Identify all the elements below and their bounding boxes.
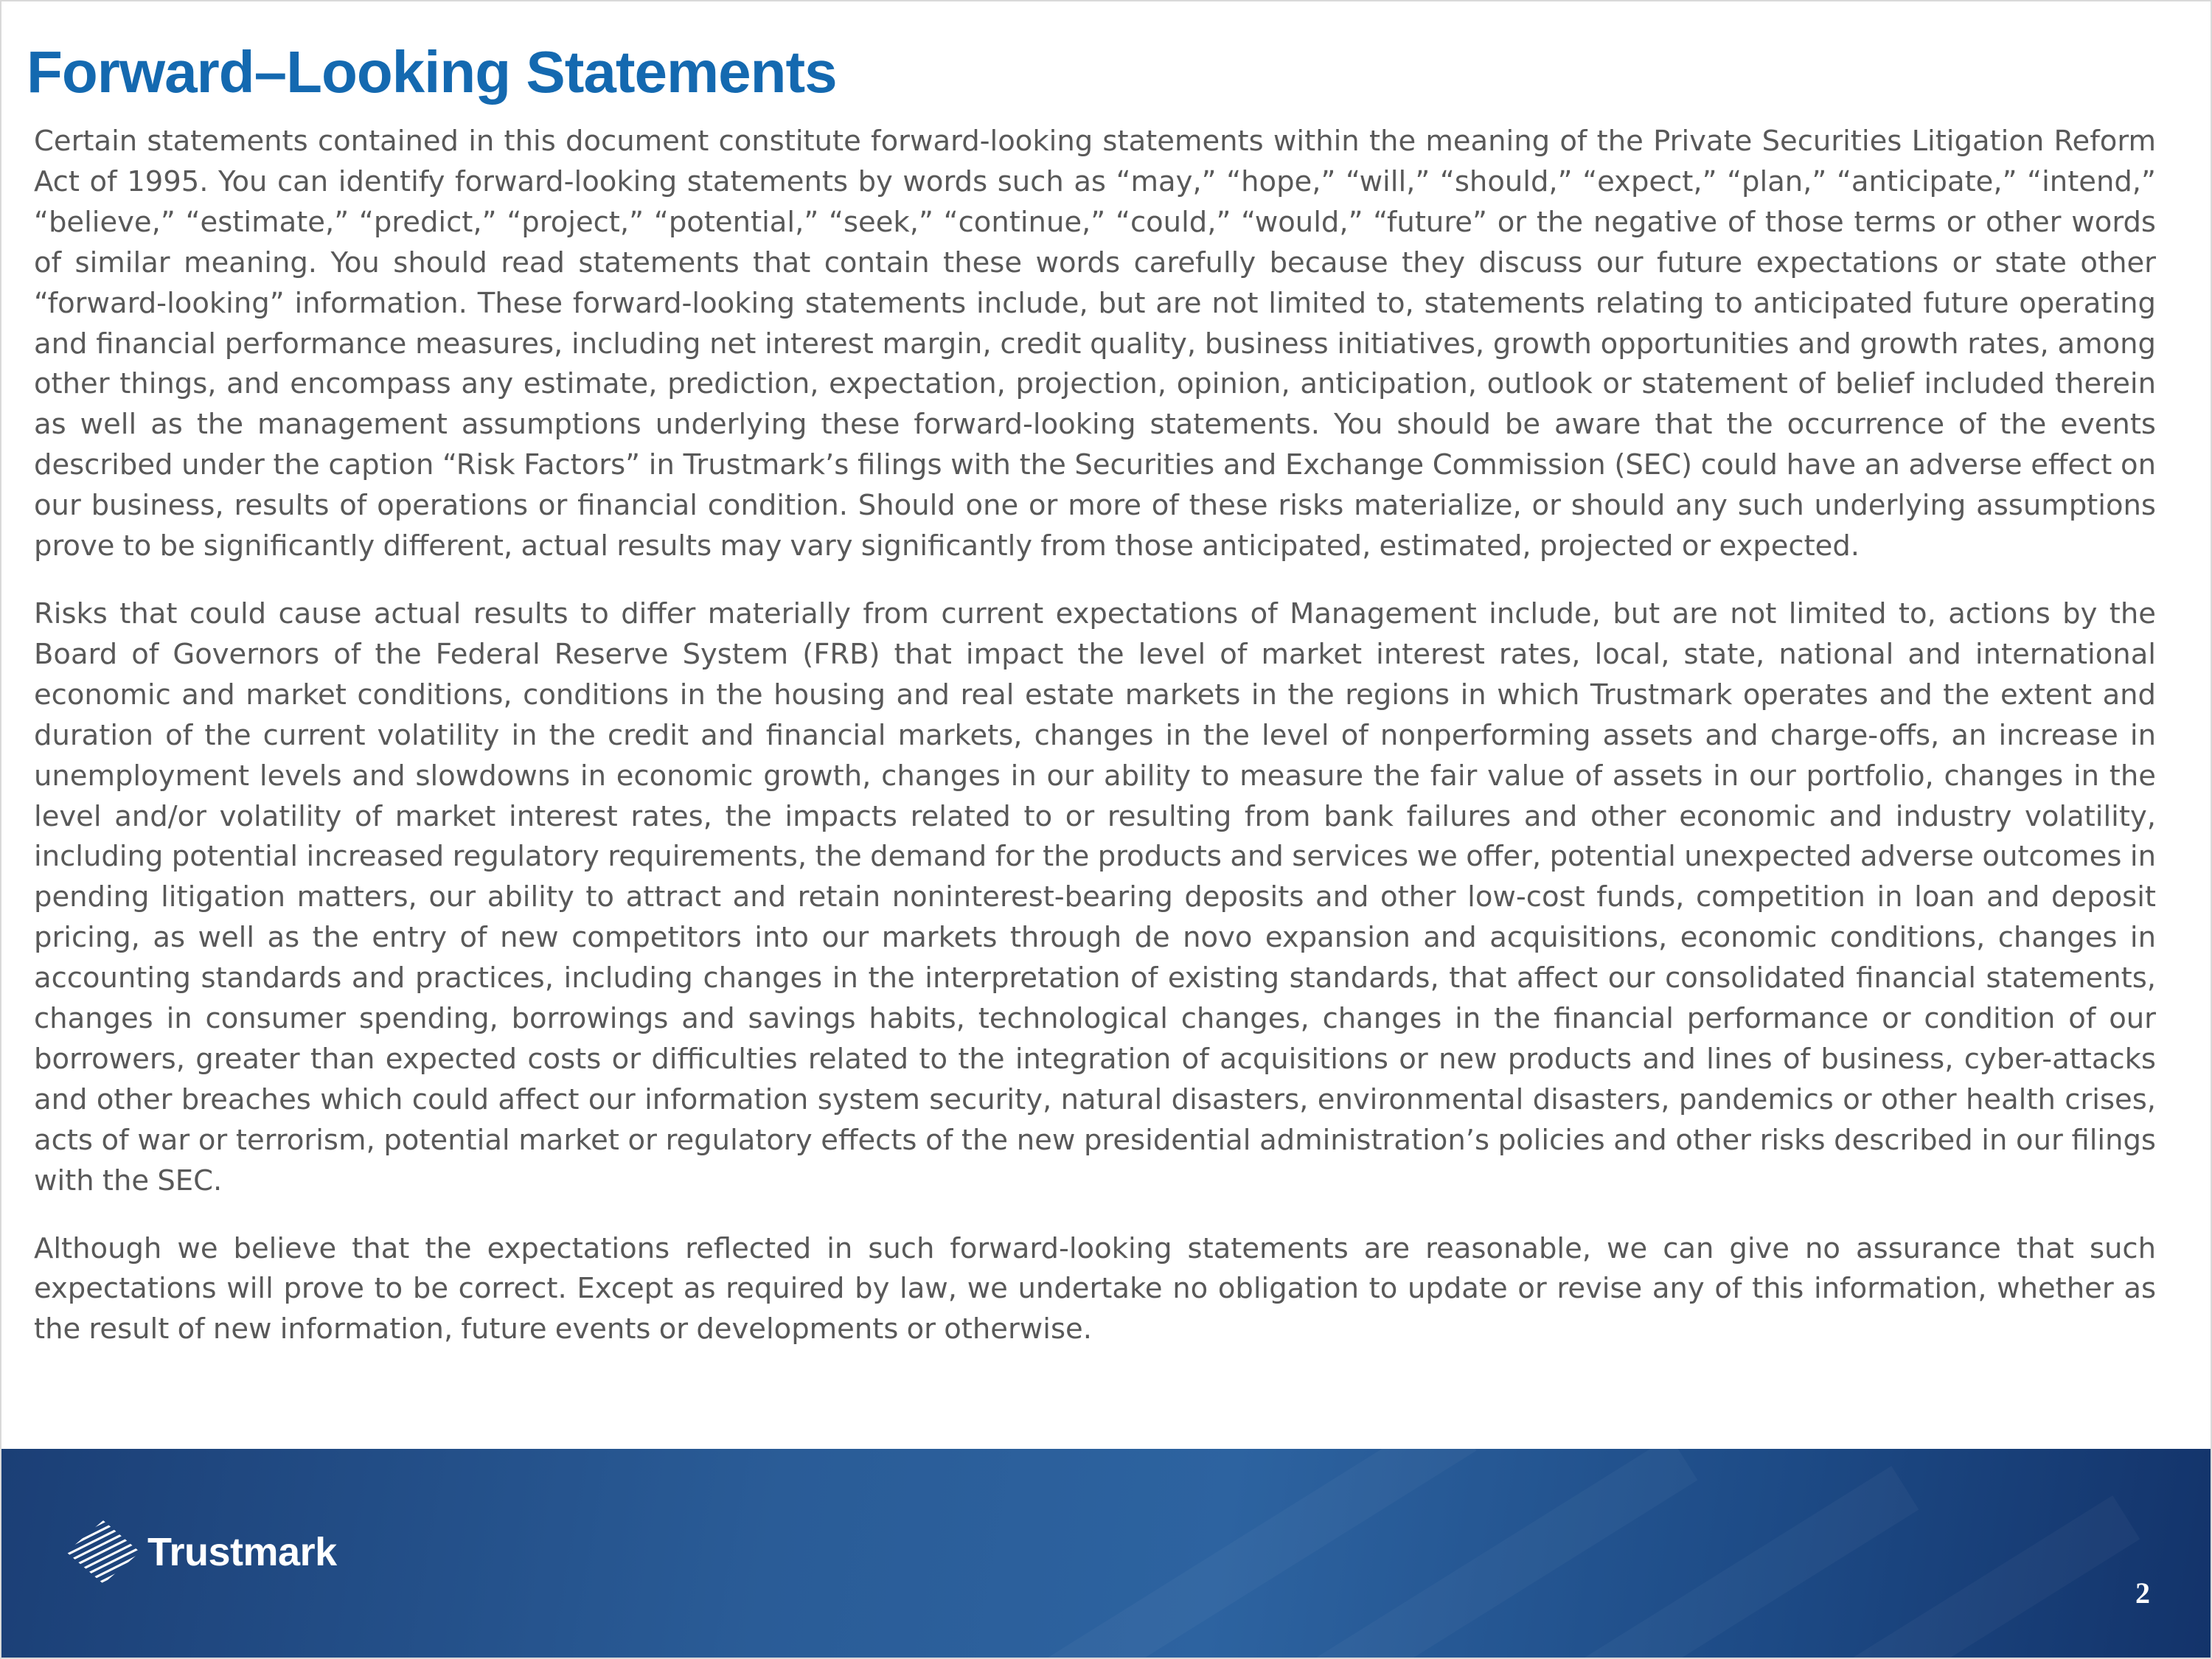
paragraph-safe-harbor: Certain statements contained in this document constitute forward-looking statements within the meaning of the Private Securities Litigation Reform Act of 1995. You can identify forward-looking statements by words such as “may,” “hope,” “will,” “should,” “expect,” “plan,” “anticipate,” “intend,” “believe,” “estimate,” “predict,” “project,” “potential,” “seek,” “continue,” “could,” “would,” “future” or the negative of those terms or other words of similar meaning. You should read statements that contain these words carefully because they discuss our future expectations or state other “forward-looking” information. These forward-looking statements include, but are not limited to, statements relating to anticipated future operating and financial performance measures, including net interest margin, credit quality, business initiatives, growth opportunities and growth rates, among other things, and encompass any estimate, prediction, expectation, projection, opinion, anticipation, outlook or statement of belief included therein as well as the management assumptions underlying these forward-looking statements. You should be aware that the occurrence of the events described under the caption “Risk Factors” in Trustmark’s filings with the Securities and Exchange Commission (SEC) could have an adverse effect on our business, results of operations or financial condition. Should one or more of these risks materialize, or should any such underlying assumptions prove to be significantly different, actual results may vary significantly from those anticipated, estimated, projected or expected. <box>34 125 2156 563</box>
logo-wordmark: Trustmark <box>147 1530 337 1574</box>
paragraph-risk-factors: Risks that could cause actual results to differ materially from current expectations of Management include, but are not limited to, actions by the Board of Governors of the Federal Reserve System (FRB) that impact the level of market interest rates, local, state, national and international economic and market conditions, conditions in the housing and real estate markets in the regions in which Trustmark operates and the extent and duration of the current volatility in the credit and financial markets, changes in the level of nonperforming assets and charge-offs, an increase in unemployment levels and slowdowns in economic growth, changes in our ability to measure the fair value of assets in our portfolio, changes in the level and/or volatility of market interest rates, the impacts related to or resulting from bank failures and other economic and industry volatility, including potential increased regulatory requirements, the demand for the products and services we offer, potential unexpected adverse outcomes in pending litigation matters, our ability to attract and retain noninterest-bearing deposits and other low-cost funds, competition in loan and deposit pricing, as well as the entry of new competitors into our markets through de novo expansion and acquisitions, economic conditions, changes in accounting standards and practices, including changes in the interpretation of existing standards, that affect our consolidated financial statements, changes in consumer spending, borrowings and savings habits, technological changes, changes in the financial performance or condition of our borrowers, greater than expected costs or difficulties related to the integration of acquisitions or new products and lines of business, cyber-attacks and other breaches which could affect our information system security, natural disasters, environmental disasters, pandemics or other health crises, acts of war or terrorism, potential market or regulatory effects of the new presidential administration’s policies and other risks described in our filings with the SEC. <box>34 597 2156 1197</box>
trustmark-logo <box>65 1515 337 1589</box>
footer-banner <box>1 1449 2212 1659</box>
paragraph-no-obligation: Although we believe that the expectations reflected in such forward-looking statements are reasonable, we can give no assurance that such expectations will prove to be correct. Except as required by law, we undertake no obligation to update or revise any of this information, whether as the result of new information, future events or developments or otherwise. <box>34 1231 2156 1346</box>
trustmark-logo-mark-icon <box>65 1519 142 1585</box>
page-number: 2 <box>2135 1576 2150 1610</box>
slide-title: Forward–Looking Statements <box>27 39 837 105</box>
disclaimer-body <box>34 122 2156 1350</box>
